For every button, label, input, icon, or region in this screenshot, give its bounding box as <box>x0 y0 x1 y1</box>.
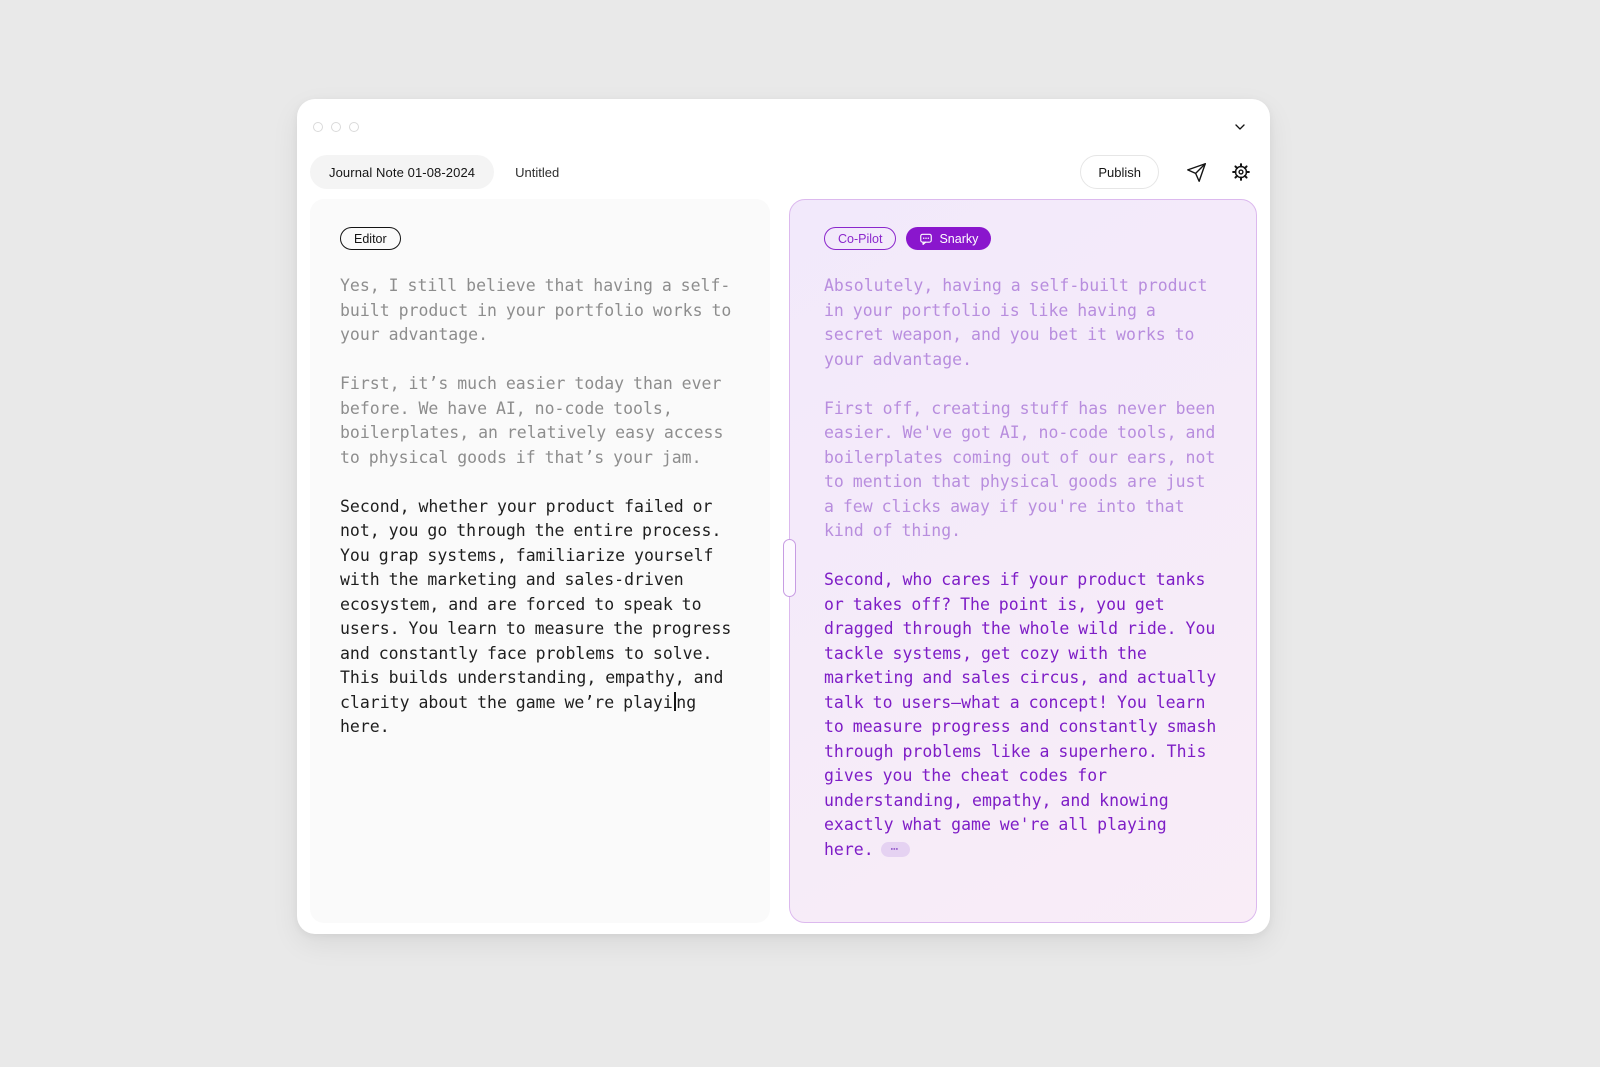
copilot-paragraph: Second, who cares if your product tanks or takes off? The point is, you get dragged through the whole wild ride. You tackle systems, get cozy with the marketing and sales circus, and actually talk to users—what a concept! You learn to measure progress and constantly smash through problems like a superhero. This gives you the cheat codes for understanding, empathy, and knowing exactly what game we're all playing here. ⋯ <box>824 570 1217 859</box>
publish-button[interactable]: Publish <box>1080 155 1159 189</box>
send-icon[interactable] <box>1184 160 1208 184</box>
copilot-panel <box>789 199 1257 923</box>
window-minimize-button[interactable] <box>331 122 341 132</box>
titlebar <box>297 99 1270 137</box>
chat-bubble-icon <box>919 232 933 246</box>
editor-text-area[interactable] <box>340 274 740 740</box>
editor-panel <box>310 199 770 923</box>
tab-journal-note[interactable]: Journal Note 01-08-2024 <box>310 155 494 189</box>
split-view <box>297 189 1270 923</box>
toolbar <box>297 137 1270 189</box>
tab-untitled[interactable]: Untitled <box>515 164 560 180</box>
editor-paragraph[interactable]: Yes, I still believe that having a self-built product in your portfolio works to your advantage. <box>340 276 732 344</box>
window-controls <box>313 122 359 132</box>
copilot-paragraph: First off, creating stuff has never been easier. We've got AI, no-code tools, and boilerplates coming out of our ears, not to mention that physical goods are just a few clicks away if you're into that kind of thing. <box>824 398 1216 540</box>
window-maximize-button[interactable] <box>349 122 359 132</box>
editor-paragraph[interactable]: Second, whether your product failed or not, you go through the entire process. You grap systems, familiarize yourself with the marketing and sales-driven ecosystem, and are forced to speak to users. You learn to measure the progress and constantly face problems to solve. This builds understanding, empathy, and clarity about the game we’re playi ng here. <box>340 496 732 736</box>
copilot-paragraph: Absolutely, having a self-built product in your portfolio is like having a secret weapon, and you bet it works to your advantage. <box>824 276 1208 369</box>
snarky-mode-label: Snarky <box>939 231 979 246</box>
copilot-output <box>824 274 1218 862</box>
editor-paragraph[interactable]: First, it’s much easier today than ever before. We have AI, no-code tools, boilerplates, an relatively easy access to physical goods if that’s your jam. <box>340 374 724 467</box>
window-close-button[interactable] <box>313 122 323 132</box>
copilot-badge: Co-Pilot <box>824 227 896 250</box>
app-window <box>297 99 1270 934</box>
more-options-pill[interactable]: ⋯ <box>881 842 910 857</box>
gear-icon[interactable] <box>1229 160 1253 184</box>
snarky-mode-chip[interactable] <box>906 227 991 250</box>
split-drag-handle[interactable] <box>783 539 796 597</box>
chevron-down-icon[interactable] <box>1230 117 1250 137</box>
editor-badge: Editor <box>340 227 401 250</box>
